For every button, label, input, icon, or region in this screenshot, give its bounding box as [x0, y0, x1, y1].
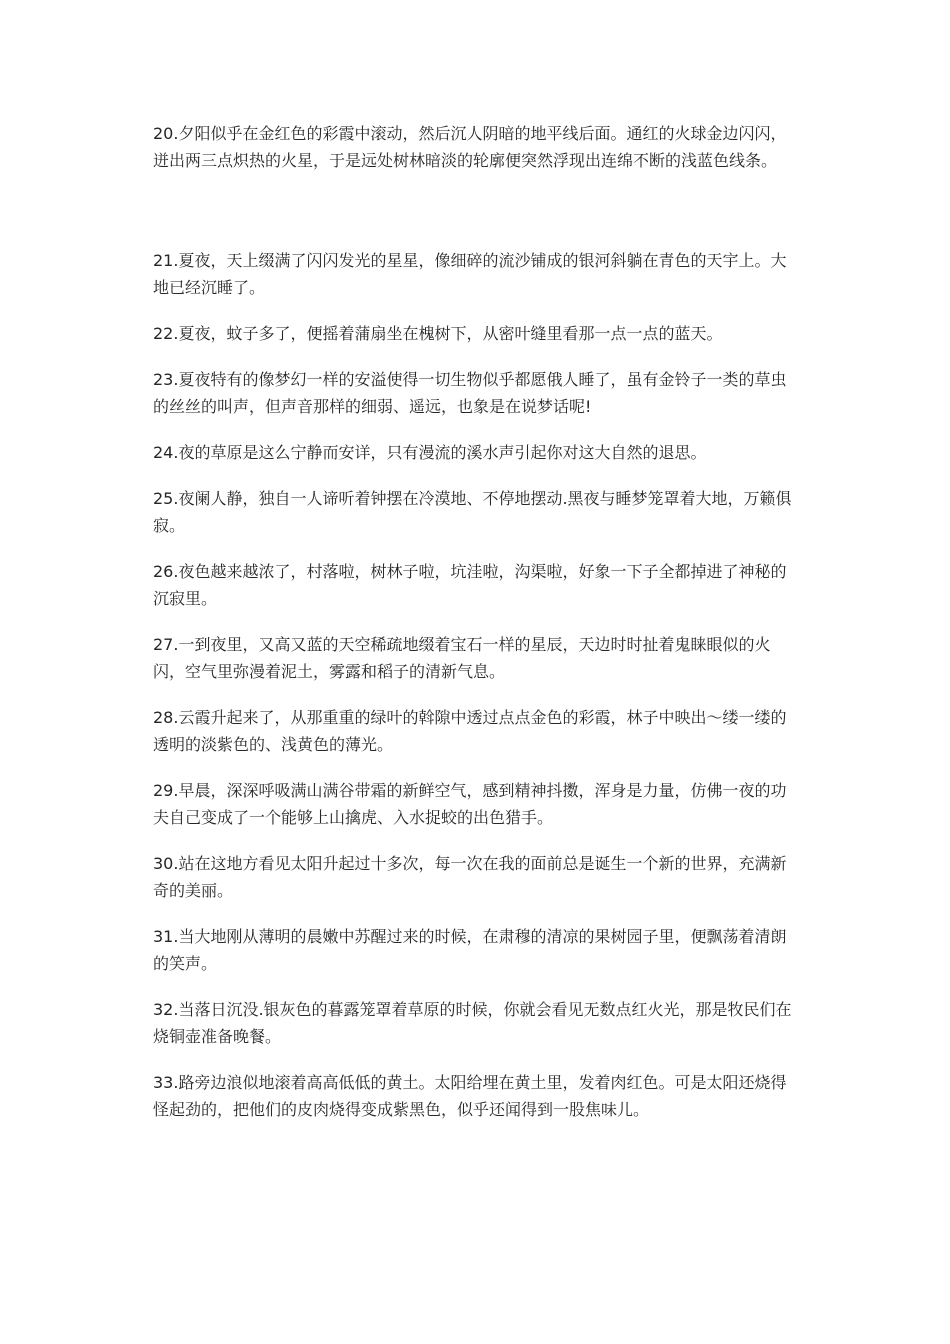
paragraph-32: 32.当落日沉没.银灰色的暮露笼罩着草原的时候，你就会看见无数点红火光，那是牧民们在烧铜壶准备晚餐。: [153, 1000, 792, 1046]
paragraph-22: 22.夏夜，蚊子多了，便摇着蒲扇坐在槐树下，从密叶缝里看那一点一点的蓝天。: [153, 324, 723, 343]
paragraph-24: 24.夜的草原是这么宁静而安详，只有漫流的溪水声引起你对这大自然的退思。: [153, 443, 707, 462]
paragraph-23: 23.夏夜特有的像梦幻一样的安溢使得一切生物似乎都愿俄人睡了，虽有金铃子一类的草虫的丝丝的叫声，但声音那样的细弱、遥远，也象是在说梦话呢!: [153, 370, 787, 416]
paragraph-31: 31.当大地刚从薄明的晨嫩中苏醒过来的时候，在肃穆的清凉的果树园子里，便飘荡着清朗的笑声。: [153, 927, 787, 973]
paragraph-30: 30.站在这地方看见太阳升起过十多次，每一次在我的面前总是诞生一个新的世界，充满新奇的美丽。: [153, 854, 787, 900]
paragraph-20: 20.夕阳似乎在金红色的彩霞中滚动，然后沉人阴暗的地平线后面。通红的火球金边闪闪，迸出两三点炽热的火星，于是远处树林暗淡的轮廓便突然浮现出连绵不断的浅蓝色线条。: [153, 124, 787, 170]
paragraph-27: 27.一到夜里，又高又蓝的天空稀疏地缀着宝石一样的星辰，天边时时扯着鬼睐眼似的火闪，空气里弥漫着泥土，雾露和稻子的清新气息。: [153, 635, 771, 681]
paragraph-21: 21.夏夜，天上缀满了闪闪发光的星星，像细碎的流沙铺成的银河斜躺在青色的天宇上。大地已经沉睡了。: [153, 251, 787, 297]
paragraph-28: 28.云霞升起来了，从那重重的绿叶的斡隙中透过点点金色的彩霞，林子中映出～缕一缕的透明的淡紫色的、浅黄色的薄光。: [153, 708, 787, 754]
paragraph-33: 33.路旁边浪似地滚着高高低低的黄土。太阳给埋在黄土里，发着肉红色。可是太阳还烧得怪起劲的，把他们的皮肉烧得变成紫黑色，似乎还闻得到一股焦味儿。: [153, 1073, 787, 1119]
paragraph-25: 25.夜阑人静，独自一人谛听着钟摆在冷漠地、不停地摆动.黑夜与睡梦笼罩着大地，万籁俱寂。: [153, 489, 792, 535]
document-body: [153, 120, 801, 1142]
paragraph-26: 26.夜色越来越浓了，村落啦，树林子啦，坑洼啦，沟渠啦，好象一下子全都掉进了神秘的沉寂里。: [153, 562, 787, 608]
paragraph-29: 29.早晨，深深呼吸满山满谷带霜的新鲜空气，感到精神抖擞，浑身是力量，仿佛一夜的功夫自己变成了一个能够上山擒虎、入水捉蛟的出色猎手。: [153, 781, 787, 827]
